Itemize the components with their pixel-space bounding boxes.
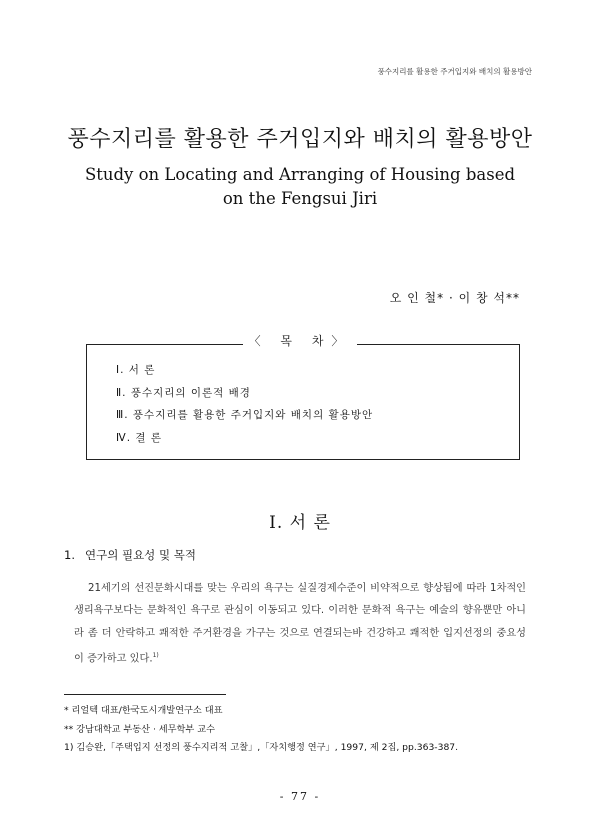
subsection-title: 연구의 필요성 및 목적 (84, 548, 196, 562)
body-paragraph (74, 578, 526, 671)
toc-heading-label: 목 차 (280, 334, 332, 348)
toc-item: Ⅱ. 풍수지리의 이론적 배경 (116, 386, 251, 399)
body-paragraph-text: 21세기의 선진문화시대를 맞는 우리의 욕구는 실질경제수준이 비약적으로 향상됨에 따라 1차적인 생리욕구보다는 문화적인 욕구로 관심이 이동되고 있다. 이러한 문화적 욕구는 예술의 향유뿐만 아니라 좀 더 안락하고 쾌적한 주거환경을 가구는 것으로 연결되는바 건강하고 쾌적한 입지선정의 중요성이 증가하고 있다. (74, 583, 526, 665)
toc-open-bracket: 〈 (248, 334, 281, 348)
footnote-divider (64, 694, 226, 695)
footnotes (64, 702, 458, 758)
toc-item: Ⅳ. 결 론 (116, 431, 162, 444)
subsection-number: 1. (64, 548, 75, 562)
korean-title: 풍수지리를 활용한 주거입지와 배치의 활용방안 (67, 127, 533, 152)
footnote-reference: 1) (152, 651, 159, 659)
subsection-heading (64, 547, 196, 563)
english-title (0, 163, 600, 211)
english-title-line-1: Study on Locating and Arranging of Housing based (84, 165, 516, 184)
toc-item: Ⅲ. 풍수지리를 활용한 주거입지와 배치의 활용방안 (116, 409, 374, 421)
toc-list (116, 359, 373, 449)
authors: 오 인 철* · 이 창 석** (389, 291, 520, 305)
section-title: Ⅰ. 서 론 (269, 513, 331, 533)
toc-heading (0, 332, 600, 349)
page-number: - 77 - (279, 790, 321, 803)
footnote: 1) 김승완,「주택입지 선정의 풍수지리적 고찰」,「자치행정 연구」, 1997, 제 2집, pp.363-387. (64, 742, 459, 753)
toc-item: Ⅰ. 서 론 (116, 364, 156, 376)
english-title-line-2: on the Fengsui Jiri (222, 189, 378, 208)
footnote: ** 강남대학교 부동산 · 세무학부 교수 (64, 723, 215, 735)
toc-close-bracket: 〉 (331, 334, 352, 348)
running-header: 풍수지리를 활용한 주거입지와 배치의 활용방안 (377, 67, 532, 76)
footnote: * 리얼텍 대표/한국도시개발연구소 대표 (64, 705, 223, 716)
